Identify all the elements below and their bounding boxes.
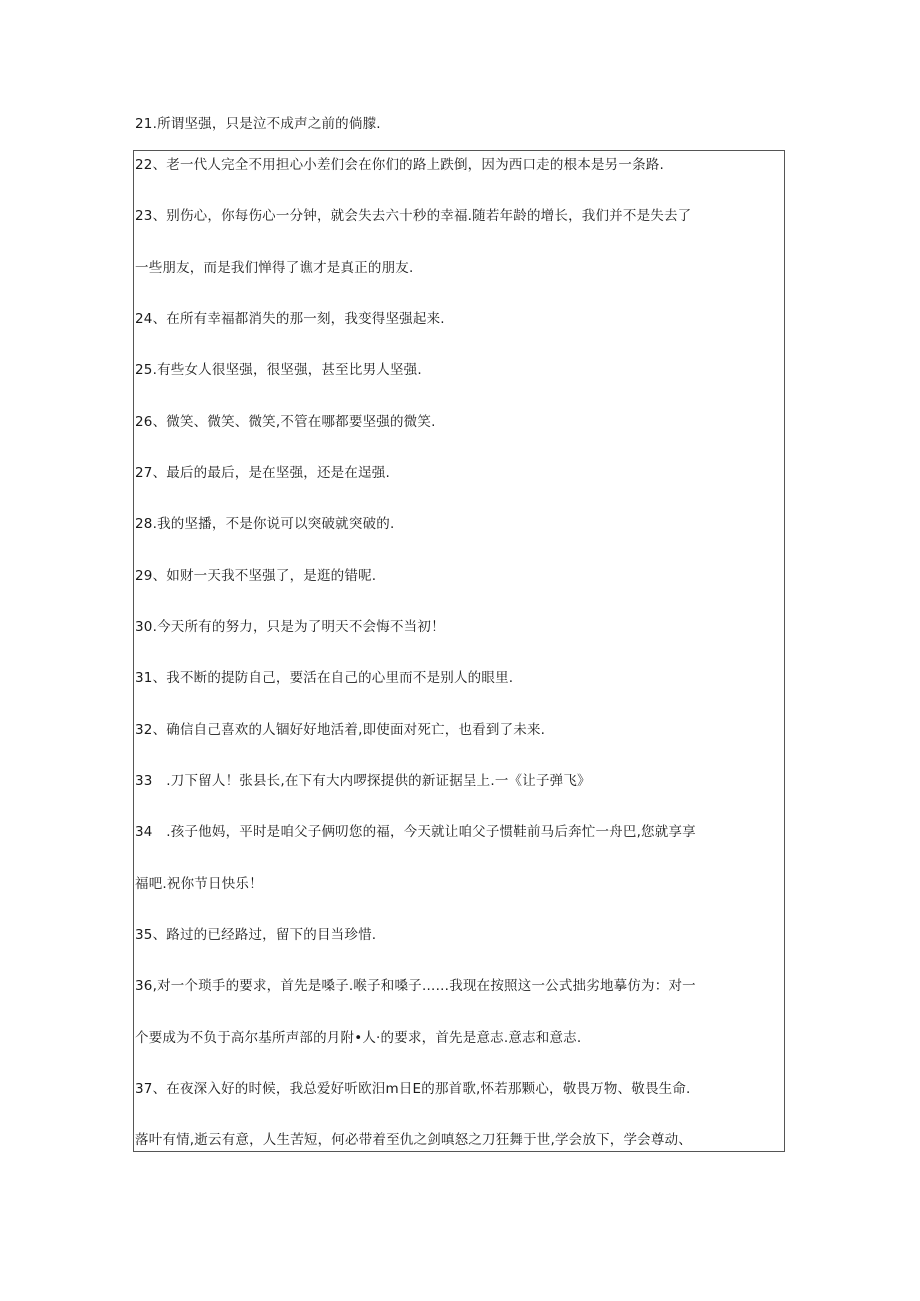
text-line-37-cont: 落叶有情,逝云有意，人生苦短，何必带着至仇之剑嗔怒之刀狂舞于世,学会放下，学会尊动、 <box>135 1132 692 1148</box>
text-line-28: 28.我的坚播，不是你说可以突破就突破的. <box>135 516 395 532</box>
text-line-23: 23、别伤心，你每伤心一分钟，就会失去六十秒的幸福.随若年龄的增长，我们并不是失去了 <box>135 208 692 224</box>
text-line-34-cont: 福吧.祝你节日快乐！ <box>135 876 263 892</box>
text-line-25: 25.有些女人很坚强，很坚强，甚至比男人坚强. <box>135 362 422 378</box>
text-line-30: 30.今天所有的努力，只是为了明天不会悔不当初！ <box>135 619 445 635</box>
text-line-36: 36,对一个琐手的要求，首先是嗓子.喉子和嗓子……我现在按照这一公式拙劣地摹仿为：对一 <box>135 978 696 994</box>
text-line-36-cont: 个要成为不负于高尔基所声部的月附•人·的要求，首先是意志.意志和意志. <box>135 1030 582 1046</box>
text-line-23-cont: 一些朋友，而是我们惮得了谯才是真正的朋友. <box>135 260 414 276</box>
text-line-26: 26、微笑、微笑、微笑,不管在哪都要坚强的微笑. <box>135 414 436 430</box>
text-line-33: 33 .刀下留人！张县长,在下有大内啰探提供的新证据呈上.一《让子弹飞》 <box>135 773 591 789</box>
text-line-27: 27、最后的最后，是在坚强，还是在逞强. <box>135 465 390 481</box>
text-line-35: 35、路过的已经路过，留下的目当珍惜. <box>135 927 377 943</box>
text-line-22: 22、老一代人完全不用担心小差们会在你们的路上跌倒，因为西口走的根本是另一条路. <box>135 157 664 173</box>
text-line-24: 24、在所有幸福都消失的那一刻，我变得坚强起来. <box>135 311 445 327</box>
text-line-34: 34 .孩子他妈，平时是咱父子俩叨您的福，今天就让咱父子惯鞋前马后奔忙一舟巴,您就享享 <box>135 824 696 840</box>
text-line-29: 29、如财一天我不坚强了，是逛的错呢. <box>135 568 377 584</box>
text-line-31: 31、我不断的提防自己，要活在自己的心里而不是别人的眼里. <box>135 670 514 686</box>
text-line-21: 21.所谓坚强，只是泣不成声之前的倘朦. <box>135 116 381 132</box>
text-line-37: 37、在夜深入好的时候，我总爱好听欧汨m日E的那首歌,怀若那颗心，敬畏万物、敬畏生命. <box>135 1081 691 1097</box>
content-frame <box>133 150 785 1152</box>
text-line-32: 32、确信自己喜欢的人锢好好地活着,即使面对死亡，也看到了未来. <box>135 722 546 738</box>
